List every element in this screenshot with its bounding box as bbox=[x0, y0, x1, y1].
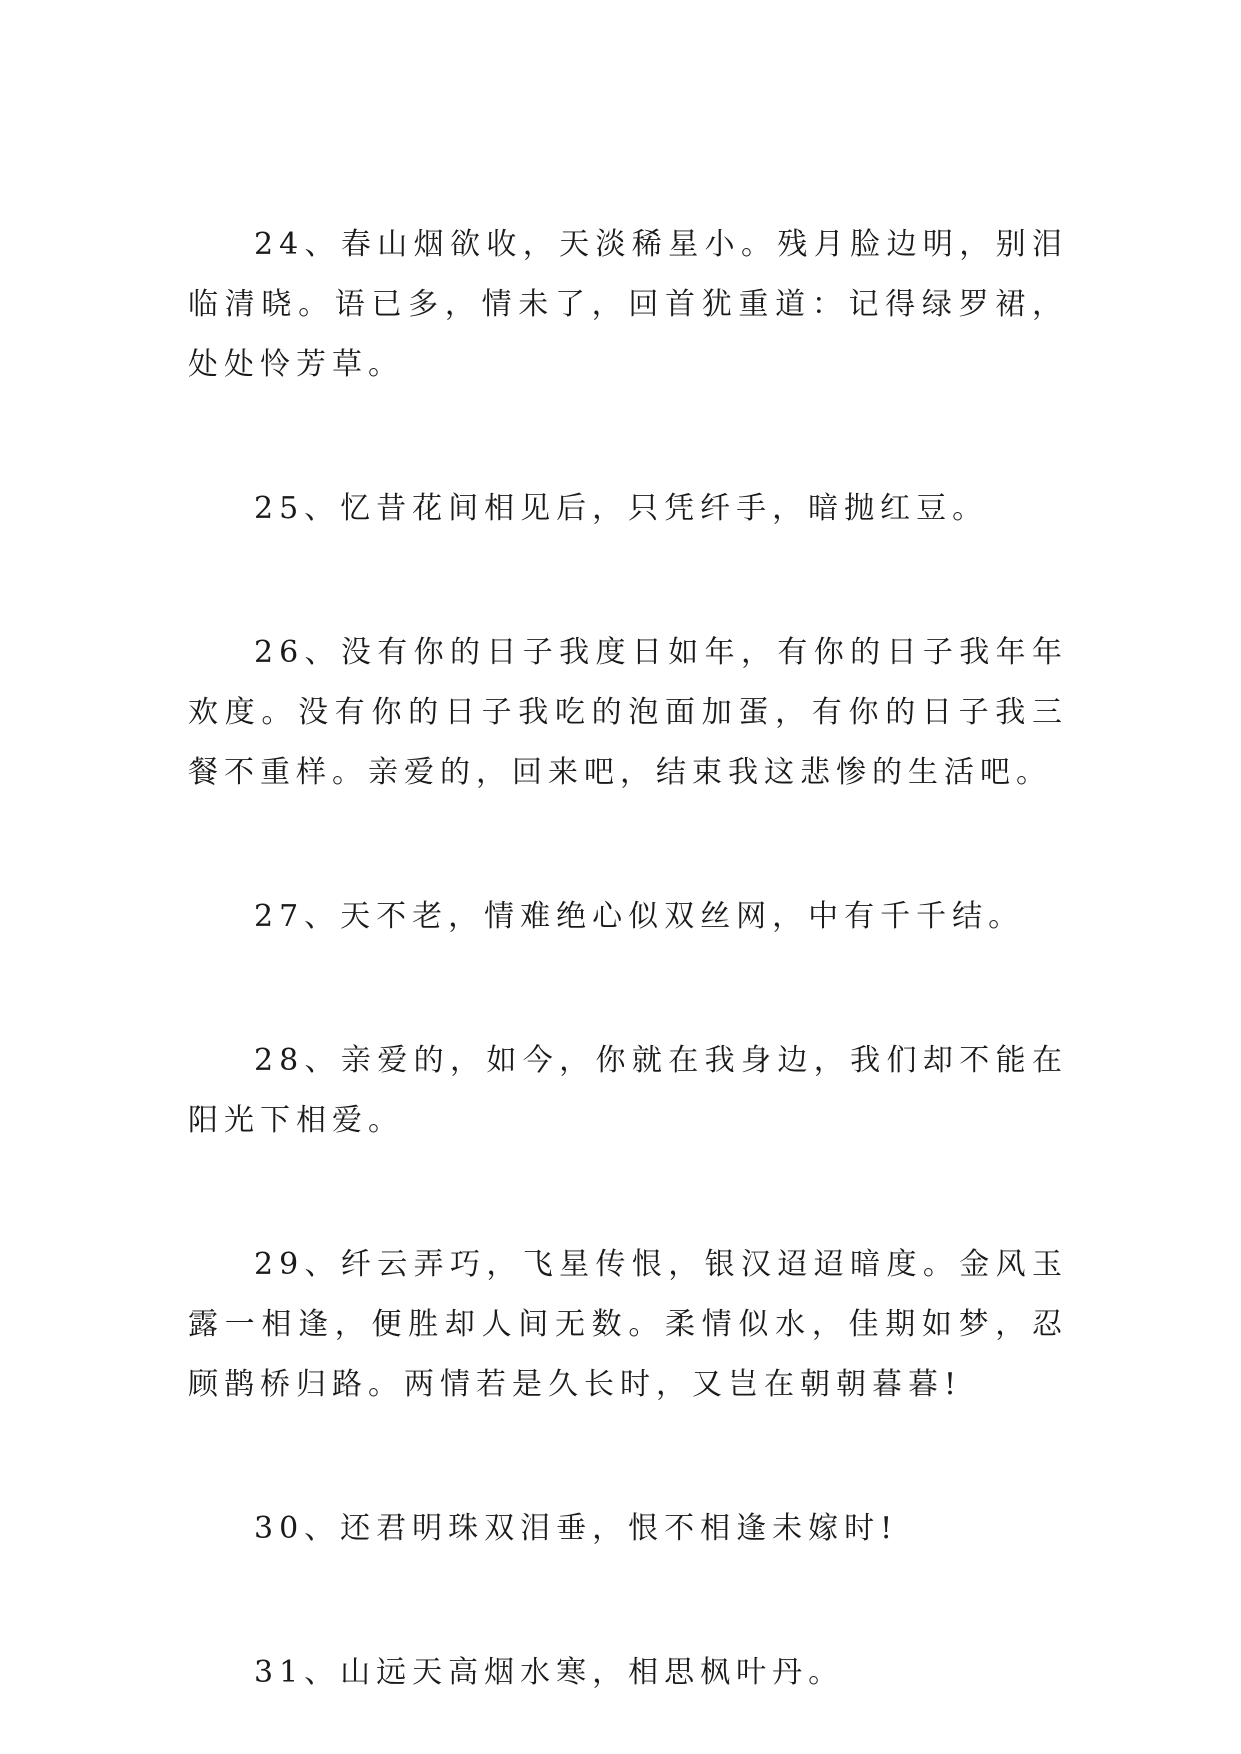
paragraph-29: 29、纤云弄巧，飞星传恨，银汉迢迢暗度。金风玉露一相逢，便胜却人间无数。柔情似水，佳期如梦，忍顾鹊桥归路。两情若是久长时，又岂在朝朝暮暮! bbox=[188, 1247, 1068, 1402]
paragraph-30: 30、还君明珠双泪垂，恨不相逢未嫁时! bbox=[254, 1511, 899, 1546]
paragraph-24: 24、春山烟欲收，天淡稀星小。残月脸边明，别泪临清晓。语已多，情未了，回首犹重道：记得绿罗裙，处处怜芳草。 bbox=[188, 227, 1068, 382]
paragraph-25: 25、忆昔花间相见后，只凭纤手，暗抛红豆。 bbox=[254, 491, 989, 526]
paragraph-27: 27、天不老，情难绝心似双丝网，中有千千结。 bbox=[254, 899, 1025, 934]
paragraph-31: 31、山远天高烟水寒，相思枫叶丹。 bbox=[254, 1655, 845, 1690]
document-body bbox=[188, 215, 1068, 1703]
paragraph-28: 28、亲爱的，如今，你就在我身边，我们却不能在阳光下相爱。 bbox=[188, 1043, 1068, 1138]
paragraph-26: 26、没有你的日子我度日如年，有你的日子我年年欢度。没有你的日子我吃的泡面加蛋，有你的日子我三餐不重样。亲爱的，回来吧，结束我这悲惨的生活吧。 bbox=[188, 635, 1068, 790]
